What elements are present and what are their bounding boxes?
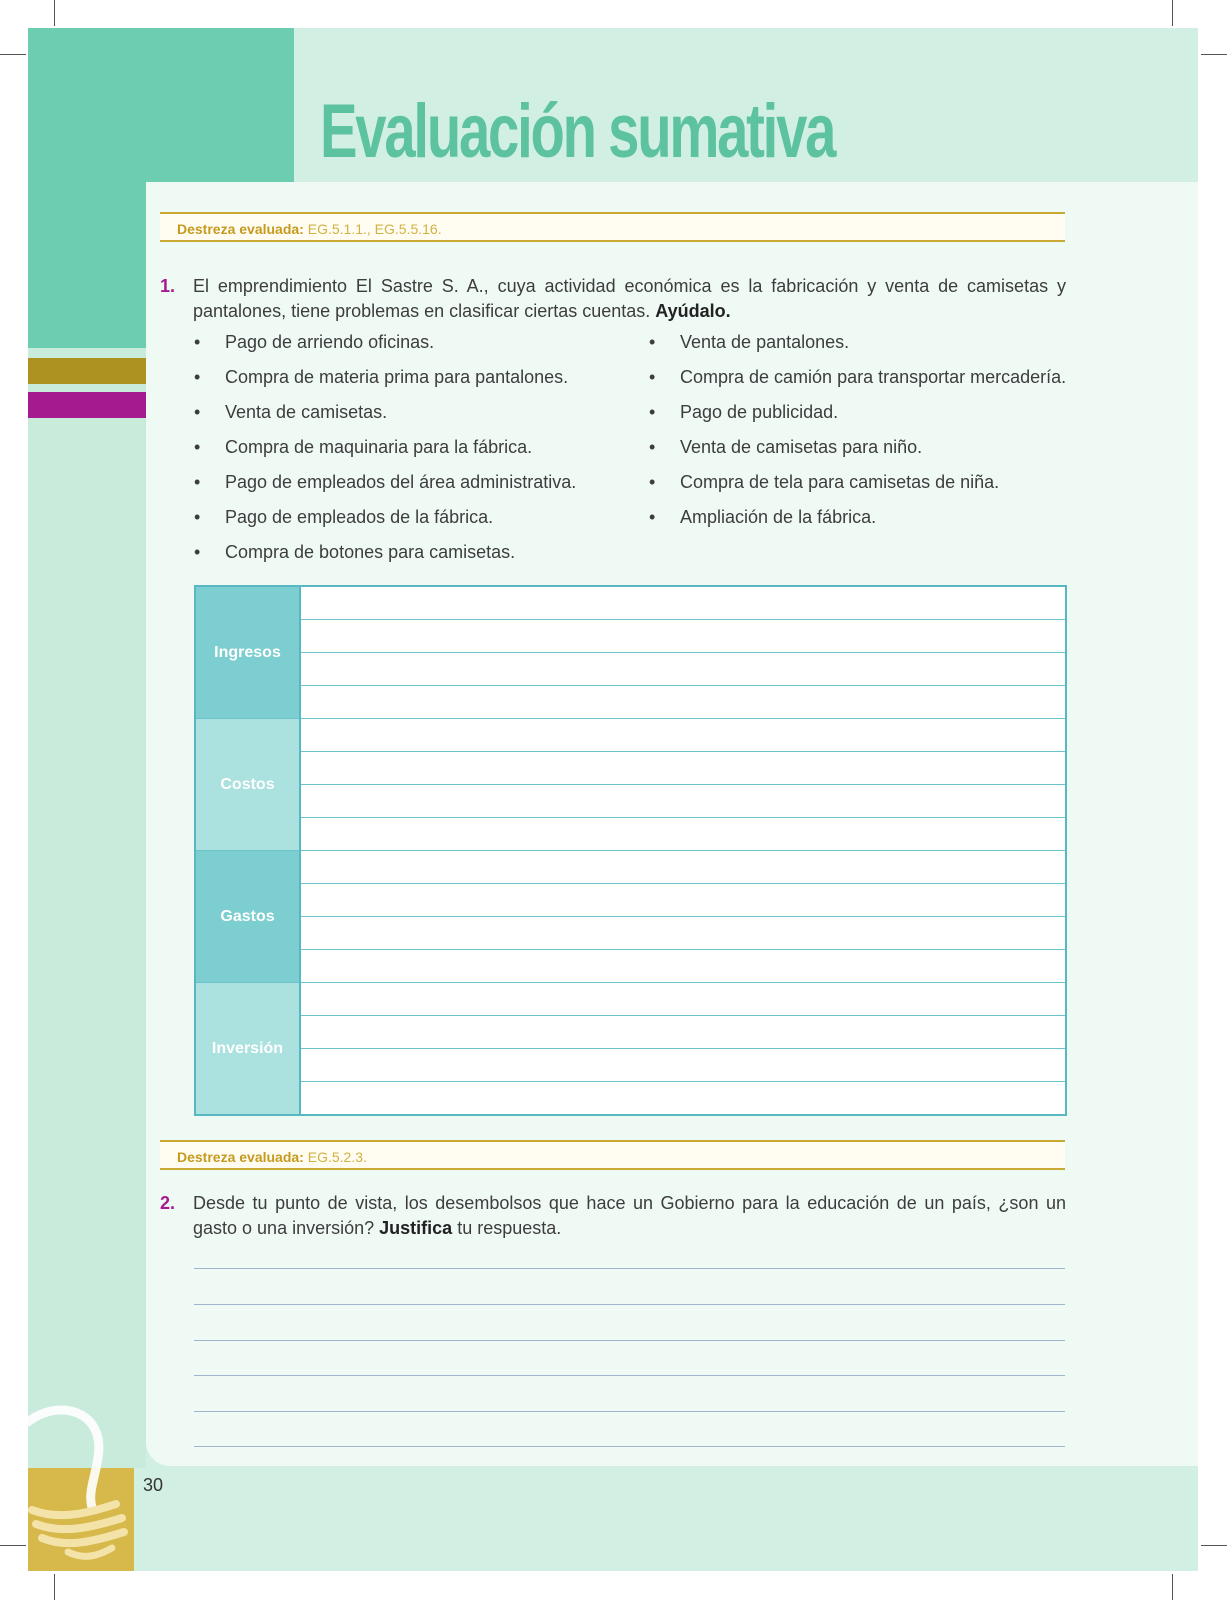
answer-cell[interactable] [300, 983, 1066, 1016]
list-item-text: Ampliación de la fábrica. [680, 507, 877, 527]
question-emphasis: Ayúdalo. [655, 301, 731, 321]
bullet-icon: • [194, 542, 201, 562]
question-body-end: tu respuesta. [457, 1218, 562, 1238]
category-ingresos: Ingresos [195, 586, 300, 719]
list-item-text: Venta de pantalones. [680, 332, 850, 352]
bullet-icon: • [649, 402, 656, 422]
list-item-text: Venta de camisetas. [225, 402, 388, 422]
magenta-accent-bar [28, 392, 146, 418]
bullet-icon: • [649, 437, 656, 457]
bullet-icon: • [194, 437, 201, 457]
list-item-text: Pago de arriendo oficinas. [225, 332, 435, 352]
list-item-text: Pago de empleados de la fábrica. [225, 507, 494, 527]
answer-cell[interactable] [300, 586, 1066, 620]
bullet-icon: • [649, 472, 656, 492]
category-inversion: Inversión [195, 983, 300, 1116]
crop-mark [1172, 1574, 1173, 1600]
list-item-text: Compra de botones para camisetas. [225, 542, 516, 562]
bullet-icon: • [649, 367, 656, 387]
olive-accent-bar [28, 358, 146, 384]
answer-cell[interactable] [300, 719, 1066, 752]
answer-cell[interactable] [300, 785, 1066, 818]
skill-banner [160, 1140, 1065, 1170]
answer-line[interactable] [194, 1446, 1065, 1447]
answer-line[interactable] [194, 1411, 1065, 1412]
bullet-icon: • [649, 332, 656, 352]
answer-line[interactable] [194, 1268, 1065, 1269]
page-number: 30 [143, 1475, 164, 1495]
list-item-text: Pago de empleados del área administrativa. [225, 472, 577, 492]
list-item-text: Compra de camión para transportar mercadería. [680, 367, 1067, 387]
answer-cell[interactable] [300, 620, 1066, 653]
question-1 [160, 274, 1066, 324]
bullet-icon: • [194, 402, 201, 422]
answer-cell[interactable] [300, 884, 1066, 917]
list-item-text: Compra de tela para camisetas de niña. [680, 472, 1000, 492]
question-body: Desde tu punto de vista, los desembolsos que hace un Gobierno para la educación de un país, ¿son un gasto o una inversión? [193, 1193, 1066, 1238]
question-2 [160, 1191, 1066, 1241]
bullet-icon: • [194, 507, 201, 527]
answer-cell[interactable] [300, 950, 1066, 983]
skill-codes: EG.5.1.1., EG.5.5.16. [307, 221, 442, 237]
skill-label: Destreza evaluada: [177, 1149, 304, 1165]
crop-mark [54, 1574, 55, 1600]
list-item-text: Venta de camisetas para niño. [680, 437, 923, 457]
skill-label: Destreza evaluada: [177, 221, 304, 237]
list-item-text: Compra de maquinaria para la fábrica. [225, 437, 533, 457]
question-emphasis: Justifica [379, 1218, 453, 1238]
list-item-text: Pago de publicidad. [680, 402, 839, 422]
crop-mark [0, 54, 26, 55]
question-number: 2. [160, 1193, 176, 1213]
crop-mark [1201, 1545, 1227, 1546]
lightbulb-icon [28, 1400, 138, 1572]
crop-mark [0, 1545, 26, 1546]
page-title: Evaluación sumativa [320, 89, 835, 174]
left-margin-strip [28, 348, 146, 1468]
crop-mark [54, 0, 55, 26]
question-text [193, 274, 1066, 324]
answer-line[interactable] [194, 1304, 1065, 1305]
question-body: El emprendimiento El Sastre S. A., cuya actividad económica es la fabricación y venta de camisetas y pantalones, tiene problemas en clasificar ciertas cuentas. [193, 276, 1066, 321]
question-number: 1. [160, 276, 176, 296]
answer-cell[interactable] [300, 1082, 1066, 1116]
bullet-icon: • [649, 507, 656, 527]
answer-cell[interactable] [300, 1049, 1066, 1082]
answer-cell[interactable] [300, 653, 1066, 686]
bullet-icon: • [194, 472, 201, 492]
category-gastos: Gastos [195, 851, 300, 983]
answer-cell[interactable] [300, 752, 1066, 785]
bullet-icon: • [194, 367, 201, 387]
answer-cell[interactable] [300, 686, 1066, 719]
answer-line[interactable] [194, 1340, 1065, 1341]
answer-cell[interactable] [300, 1016, 1066, 1049]
bullet-icon: • [194, 332, 201, 352]
answer-cell[interactable] [300, 818, 1066, 851]
answer-cell[interactable] [300, 917, 1066, 950]
skill-banner [160, 212, 1065, 242]
category-costos: Costos [195, 719, 300, 851]
crop-mark [1201, 54, 1227, 55]
skill-codes: EG.5.2.3. [307, 1149, 367, 1165]
answer-line[interactable] [194, 1375, 1065, 1376]
list-item-text: Compra de materia prima para pantalones. [225, 367, 569, 387]
classification-table [194, 585, 1067, 1116]
answer-cell[interactable] [300, 851, 1066, 884]
question-text [193, 1191, 1066, 1241]
crop-mark [1172, 0, 1173, 26]
